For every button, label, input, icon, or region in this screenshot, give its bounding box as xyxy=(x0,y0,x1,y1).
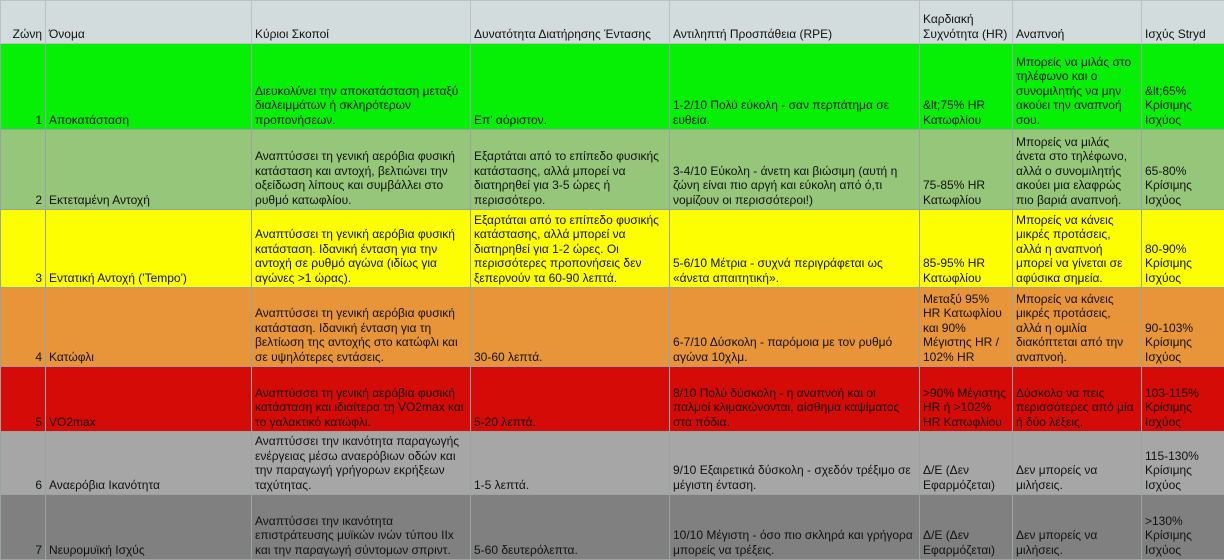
header-zone: Ζώνη xyxy=(1,1,46,44)
cell-breath: Δεν μπορείς να μιλήσεις. xyxy=(1013,495,1142,560)
table-row-zone-4 xyxy=(1,288,1224,367)
cell-zone: 3 xyxy=(1,210,46,288)
header-duration: Δυνατότητα Διατήρησης Έντασης xyxy=(471,1,670,44)
cell-hr: 75-85% HR Κατωφλίου xyxy=(920,130,1013,210)
table-row-zone-1 xyxy=(1,44,1224,130)
cell-hr: 85-95% HR Κατωφλίου xyxy=(920,210,1013,288)
cell-power: >130% Κρίσιμης Ισχύος xyxy=(1142,495,1224,560)
cell-name: Εντατική Αντοχή ('Tempo') xyxy=(46,210,252,288)
table-row-zone-2 xyxy=(1,130,1224,210)
cell-zone: 5 xyxy=(1,367,46,432)
cell-breath: Μπορείς να μιλάς στο τηλέφωνο και ο συνομιλητής να μην ακούει την αναπνοή σου. xyxy=(1013,44,1142,130)
table-row-zone-3 xyxy=(1,210,1224,288)
header-hr: Καρδιακή Συχνότητα (HR) xyxy=(920,1,1013,44)
cell-hr: Δ/Ε (Δεν Εφαρμόζεται) xyxy=(920,432,1013,495)
cell-name: Αποκατάσταση xyxy=(46,44,252,130)
table-row-zone-6 xyxy=(1,432,1224,495)
cell-rpe: 6-7/10 Δύσκολη - παρόμοια με τον ρυθμό αγώνα 10χλμ. xyxy=(670,288,920,367)
cell-breath: Μπορείς να κάνεις μικρές προτάσεις, αλλά η αναπνοή μπορεί να γίνεται σε αφύσικα σημεία. xyxy=(1013,210,1142,288)
cell-duration: 5-20 λεπτά. xyxy=(471,367,670,432)
cell-breath: Δεν μπορείς να μιλήσεις. xyxy=(1013,432,1142,495)
cell-power: 65-80% Κρίσιμης Ισχύος xyxy=(1142,130,1224,210)
cell-name: Αναερόβια Ικανότητα xyxy=(46,432,252,495)
cell-goals: Αναπτύσσει τη γενική αερόβια φυσική κατάσταση και ιδιαίτερα τη VO2max και το γαλακτικό κατώφλι. xyxy=(252,367,471,432)
cell-rpe: 5-6/10 Μέτρια - συχνά περιγράφεται ως «άνετα απαιτητική». xyxy=(670,210,920,288)
cell-hr: Μεταξύ 95% HR Κατωφλίου και 90% Μέγιστης HR / 102% HR xyxy=(920,288,1013,367)
cell-power: &lt;65% Κρίσιμης Ισχύος xyxy=(1142,44,1224,130)
cell-goals: Αναπτύσσει την ικανότητα επιστράτευσης μυϊκών ινών τύπου IIx και την παραγωγή σύντομων σπριντ. xyxy=(252,495,471,560)
cell-zone: 7 xyxy=(1,495,46,560)
cell-name: Κατώφλι xyxy=(46,288,252,367)
cell-hr: &lt;75% HR Κατωφλίου xyxy=(920,44,1013,130)
cell-rpe: 3-4/10 Εύκολη - άνετη και βιώσιμη (αυτή η ζώνη είναι πιο αργή και εύκολη από ό,τι νομίζουν οι περισσότεροι!) xyxy=(670,130,920,210)
cell-power: 103-115% Κρίσιμης Ισχύος xyxy=(1142,367,1224,432)
cell-power: 90-103% Κρίσιμης Ισχύος xyxy=(1142,288,1224,367)
cell-goals: Διευκολύνει την αποκατάσταση μεταξύ διαλειμμάτων ή σκληρότερων προπονήσεων. xyxy=(252,44,471,130)
cell-zone: 2 xyxy=(1,130,46,210)
cell-duration: Εξαρτάται από το επίπεδο φυσικής κατάστασης, αλλά μπορεί να διατηρηθεί για 3-5 ώρες ή περισσότερο. xyxy=(471,130,670,210)
cell-name: Νευρομυϊκή Ισχύς xyxy=(46,495,252,560)
cell-rpe: 8/10 Πολύ δύσκολη - η αναπνοή και οι παλμοί κλιμακώνονται, αίσθημα καψίματος στα πόδια. xyxy=(670,367,920,432)
cell-rpe: 9/10 Εξαιρετικά δύσκολη - σχεδόν τρέξιμο σε μέγιστη ένταση. xyxy=(670,432,920,495)
table-row-zone-7 xyxy=(1,495,1224,560)
header-name: Όνομα xyxy=(46,1,252,44)
cell-breath: Δύσκολο να πεις περισσότερες από μία ή δύο λέξεις. xyxy=(1013,367,1142,432)
cell-rpe: 1-2/10 Πολύ εύκολη - σαν περπάτημα σε ευθεία. xyxy=(670,44,920,130)
cell-power: 115-130% Κρίσιμης Ισχύος xyxy=(1142,432,1224,495)
cell-breath: Μπορείς να μιλάς άνετα στο τηλέφωνο, αλλά ο συνομιλητής ακούει μια ελαφρώς πιο βαριά αναπνοή. xyxy=(1013,130,1142,210)
cell-duration: Επ' αόριστον. xyxy=(471,44,670,130)
cell-zone: 1 xyxy=(1,44,46,130)
table-row-zone-5 xyxy=(1,367,1224,432)
cell-goals: Αναπτύσσει την ικανότητα παραγωγής ενέργειας μέσω αναερόβιων οδών και την παραγωγή γρήγορων εκρήξεων ταχύτητας. xyxy=(252,432,471,495)
cell-rpe: 10/10 Μέγιστη - όσο πιο σκληρά και γρήγορα μπορείς να τρέξεις. xyxy=(670,495,920,560)
header-power: Ισχύς Stryd xyxy=(1142,1,1224,44)
cell-zone: 6 xyxy=(1,432,46,495)
cell-breath: Μπορείς να κάνεις μικρές προτάσεις, αλλά η ομιλία διακόπτεται από την αναπνοή. xyxy=(1013,288,1142,367)
header-rpe: Αντιληπτή Προσπάθεια (RPE) xyxy=(670,1,920,44)
cell-duration: 1-5 λεπτά. xyxy=(471,432,670,495)
cell-name: VO2max xyxy=(46,367,252,432)
cell-hr: Δ/Ε (Δεν Εφαρμόζεται) xyxy=(920,495,1013,560)
cell-power: 80-90% Κρίσιμης Ισχύος xyxy=(1142,210,1224,288)
cell-duration: 5-60 δευτερόλεπτα. xyxy=(471,495,670,560)
header-row xyxy=(1,1,1224,44)
cell-zone: 4 xyxy=(1,288,46,367)
cell-duration: Εξαρτάται από το επίπεδο φυσικής κατάστασης, αλλά μπορεί να διατηρηθεί για 1-2 ώρες. Οι περισσότερες προπονήσεις δεν ξεπερνούν τα 60-90 λεπτά. xyxy=(471,210,670,288)
header-breath: Αναπνοή xyxy=(1013,1,1142,44)
cell-hr: >90% Μέγιστης HR ή >102% HR Κατωφλίου xyxy=(920,367,1013,432)
cell-goals: Αναπτύσσει τη γενική αερόβια φυσική κατάσταση. Ιδανική ένταση για την αντοχή σε ρυθμό αγώνα (ιδίως για αγώνες >1 ώρας). xyxy=(252,210,471,288)
cell-duration: 30-60 λεπτά. xyxy=(471,288,670,367)
cell-goals: Αναπτύσσει τη γενική αερόβια φυσική κατάσταση. Ιδανική ένταση για τη βελτίωση της αντοχής στο κατώφλι και σε υψηλότερες εντάσεις. xyxy=(252,288,471,367)
cell-goals: Αναπτύσσει τη γενική αερόβια φυσική κατάσταση και αντοχή, βελτιώνει την οξείδωση λίπους και συμβάλλει στο ρυθμό κατωφλίου. xyxy=(252,130,471,210)
header-goals: Κύριοι Σκοποί xyxy=(252,1,471,44)
cell-name: Εκτεταμένη Αντοχή xyxy=(46,130,252,210)
